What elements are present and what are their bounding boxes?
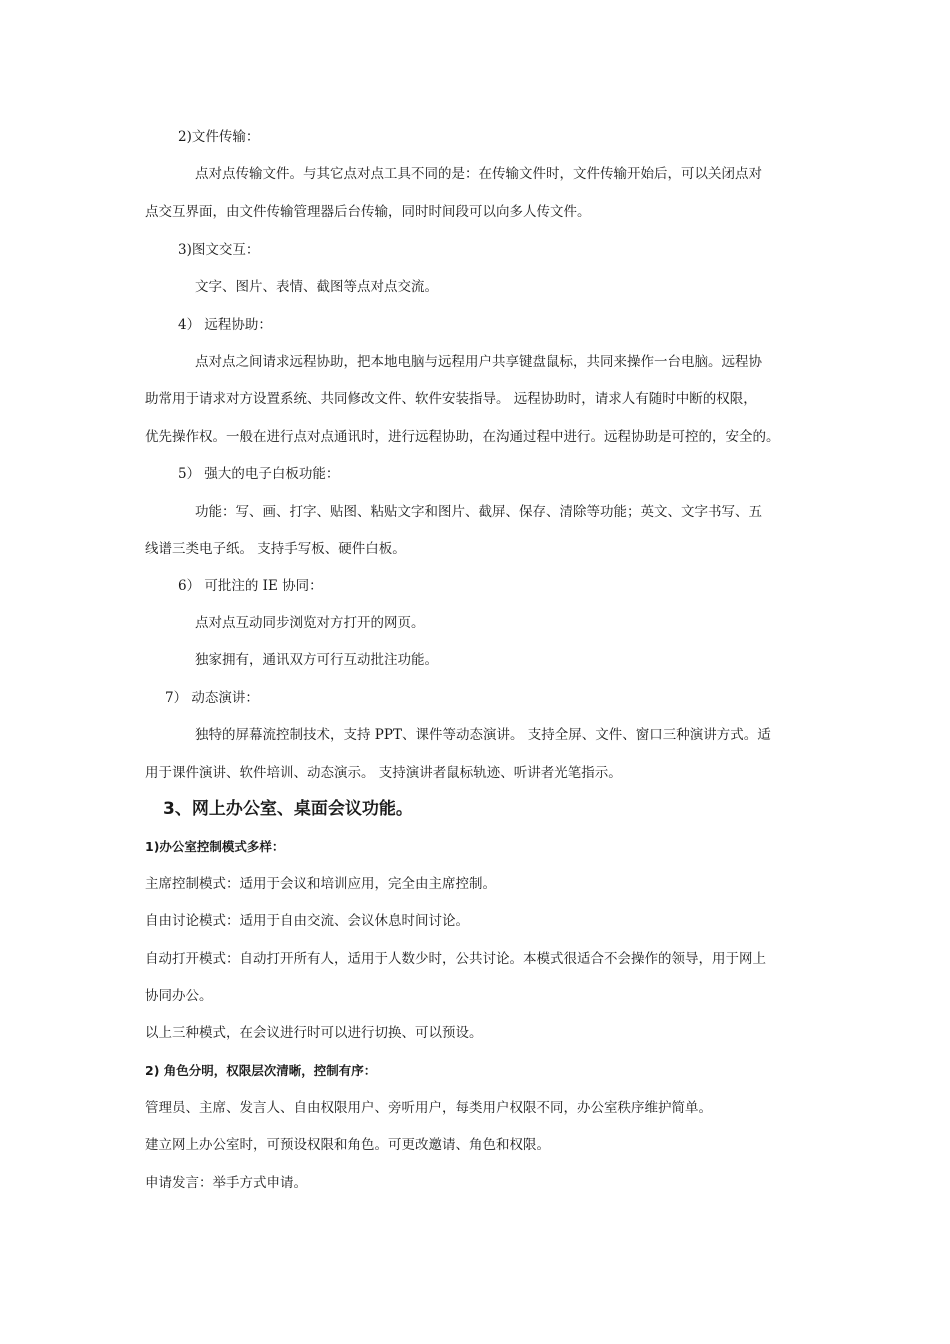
roles-heading: 2) 角色分明，权限层次清晰，控制有序：: [145, 1063, 377, 1078]
ie-cobrowse-heading: 6） 可批注的 IE 协同：: [178, 578, 323, 594]
modes-heading: 1)办公室控制模式多样：: [145, 839, 285, 854]
ie-cobrowse-paragraph-line: 独家拥有，通讯双方可行互动批注功能。: [195, 652, 438, 668]
section-3-title: 3、网上办公室、桌面会议功能。: [163, 799, 413, 819]
file-transfer-heading: 2)文件传输：: [178, 129, 260, 145]
modes-paragraph-line: 自动打开模式：自动打开所有人，适用于人数少时，公共讨论。本模式很适合不会操作的领导，用于网上: [145, 951, 766, 967]
remote-assist-paragraph-line: 助常用于请求对方设置系统、共同修改文件、软件安装指导。 远程协助时，请求人有随时中断的权限，: [145, 391, 757, 407]
modes-paragraph-line: 协同办公。: [145, 988, 213, 1004]
modes-paragraph-line: 以上三种模式，在会议进行时可以进行切换、可以预设。: [145, 1025, 483, 1041]
ie-cobrowse-paragraph-line: 点对点互动同步浏览对方打开的网页。: [195, 615, 425, 631]
modes-paragraph-line: 自由讨论模式：适用于自由交流、会议休息时间讨论。: [145, 913, 469, 929]
rich-text-heading: 3)图文交互：: [178, 242, 260, 258]
whiteboard-paragraph-line: 线谱三类电子纸。 支持手写板、硬件白板。: [145, 541, 406, 557]
file-transfer-paragraph-line: 点交互界面，由文件传输管理器后台传输，同时时间段可以向多人传文件。: [145, 204, 591, 220]
remote-assist-heading: 4） 远程协助：: [178, 317, 272, 333]
rich-text-paragraph-line: 文字、图片、表情、截图等点对点交流。: [195, 279, 438, 295]
modes-paragraph-line: 主席控制模式：适用于会议和培训应用，完全由主席控制。: [145, 876, 496, 892]
roles-paragraph-line: 申请发言：举手方式申请。: [145, 1175, 307, 1191]
presentation-paragraph-line: 用于课件演讲、软件培训、动态演示。 支持演讲者鼠标轨迹、听讲者光笔指示。: [145, 765, 622, 781]
presentation-paragraph-line: 独特的屏幕流控制技术，支持 PPT、课件等动态演讲。 支持全屏、文件、窗口三种演讲方式。适: [195, 727, 771, 743]
file-transfer-paragraph-line: 点对点传输文件。与其它点对点工具不同的是：在传输文件时，文件传输开始后，可以关闭点对: [195, 166, 762, 182]
roles-paragraph-line: 建立网上办公室时，可预设权限和角色。可更改邀请、角色和权限。: [145, 1137, 550, 1153]
roles-paragraph-line: 管理员、主席、发言人、自由权限用户、旁听用户，每类用户权限不同，办公室秩序维护简单。: [145, 1100, 712, 1116]
remote-assist-paragraph-line: 优先操作权。一般在进行点对点通讯时，进行远程协助，在沟通过程中进行。远程协助是可控的，安全的。: [145, 429, 780, 445]
whiteboard-paragraph-line: 功能：写、画、打字、贴图、粘贴文字和图片、截屏、保存、清除等功能；英文、文字书写、五: [195, 504, 762, 520]
remote-assist-paragraph-line: 点对点之间请求远程协助，把本地电脑与远程用户共享键盘鼠标，共同来操作一台电脑。远程协: [195, 354, 762, 370]
presentation-heading: 7） 动态演讲：: [165, 690, 259, 706]
whiteboard-heading: 5） 强大的电子白板功能：: [178, 466, 340, 482]
